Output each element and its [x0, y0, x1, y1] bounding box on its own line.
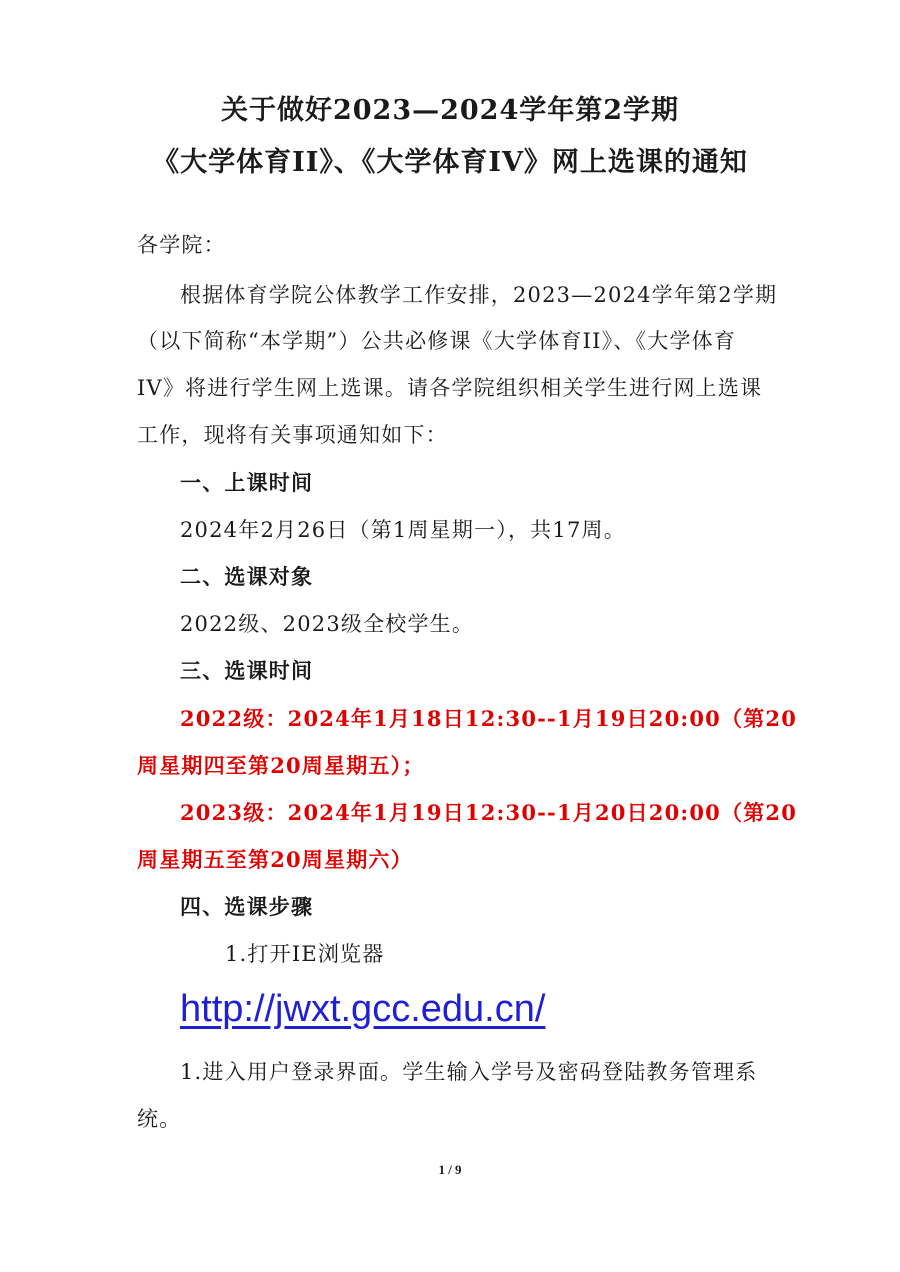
title-line-1: 关于做好2023—2024学年第2学期 — [220, 95, 680, 126]
grade-2023-time-line-1: 2023级：2024年1月19日12:30--1月20日20:00（第20 — [180, 800, 798, 825]
target-text: 2022级、2023级全校学生。 — [180, 612, 475, 636]
section-heading-class-time: 一、上课时间 — [180, 471, 314, 495]
section-heading-selection-time: 三、选课时间 — [180, 659, 314, 683]
salutation: 各学院： — [137, 233, 226, 257]
title-line-2: 《大学体育II》、《大学体育IV》网上选课的通知 — [152, 147, 748, 178]
system-url-link[interactable]: http://jwxt.gcc.edu.cn/ — [180, 988, 546, 1030]
page-number: 1 / 9 — [438, 1162, 462, 1177]
intro-line-2: （以下简称“本学期”）公共必修课《大学体育II》、《大学体育 — [137, 329, 737, 353]
intro-line-4: 工作，现将有关事项通知如下： — [137, 423, 448, 447]
intro-line-3: IV》将进行学生网上选课。请各学院组织相关学生进行网上选课 — [137, 376, 763, 400]
grade-2022-time-line-1: 2022级：2024年1月18日12:30--1月19日20:00（第20 — [180, 706, 798, 731]
grade-2023-time-line-2: 周星期五至第20周星期六） — [137, 847, 413, 872]
step-open-browser: 1.打开IE浏览器 — [225, 942, 385, 966]
step-login-line-2: 统。 — [137, 1107, 182, 1131]
intro-line-1: 根据体育学院公体教学工作安排，2023—2024学年第2学期 — [180, 283, 778, 307]
step-login-line-1: 1.进入用户登录界面。学生输入学号及密码登陆教务管理系 — [180, 1060, 758, 1084]
section-heading-target: 二、选课对象 — [180, 565, 314, 589]
grade-2022-time-line-2: 周星期四至第20周星期五）； — [137, 753, 425, 778]
class-time-text: 2024年2月26日（第1周星期一），共17周。 — [180, 518, 626, 542]
section-heading-steps: 四、选课步骤 — [180, 895, 314, 919]
